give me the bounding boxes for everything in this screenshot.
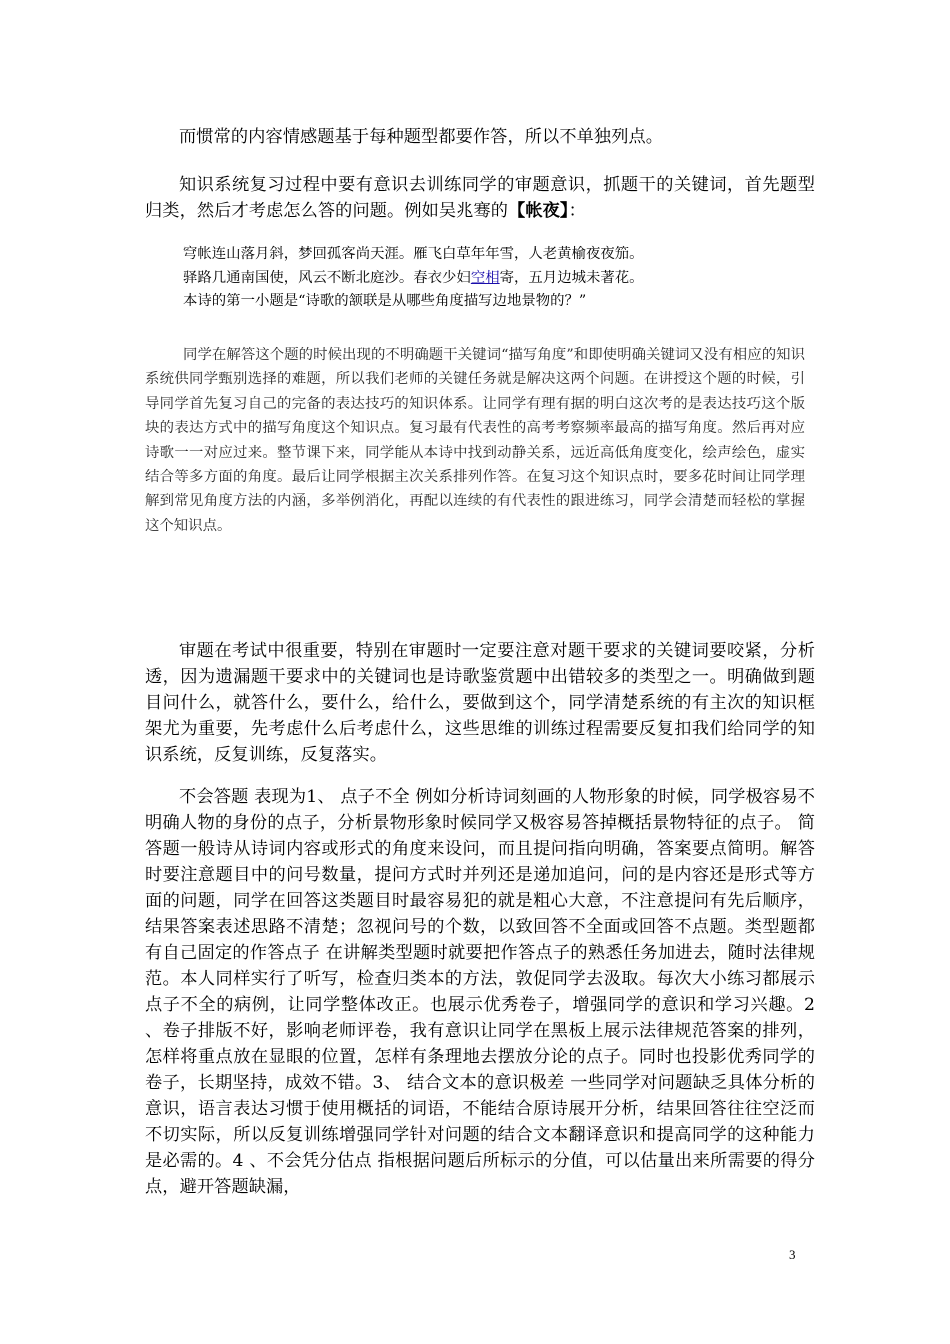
paragraph-intro: 而惯常的内容情感题基于每种题型都要作答，所以不单独列点。 <box>179 127 664 147</box>
poem-block <box>183 243 803 314</box>
paragraph-review-method <box>145 172 815 224</box>
poem-line-2-text: 驿路几通南国使，风云不断北庭沙。春衣少妇 <box>183 269 471 286</box>
poem-link[interactable]: 空相 <box>470 269 500 286</box>
poem-line-2 <box>183 267 803 291</box>
question-line: 本诗的第一小题是“诗歌的颔联是从哪些角度描写边地景物的？” <box>183 293 587 309</box>
paragraph-analysis: 同学在解答这个题的时候出现的不明确题干关键词“描写角度”和即使明确关键词又没有相应的知识系统供同学甄别选择的难题，所以我们老师的关键任务就是解决这两个问题。在讲授这个题的时候，引导同学首先复习自己的完备的表达技巧的知识体系。让同学有理有据的明白这次考的是表达技巧这个版块的表达方式中的描写角度这个知识点。复习最有代表性的高考考察频率最高的描写角度。然后再对应诗歌一一对应过来。整节课下来，同学能从本诗中找到动静关系，远近高低角度变化，绘声绘色，虚实结合等多方面的角度。最后让同学根据主次关系排列作答。在复习这个知识点时，要多花时间让同学理解到常见角度方法的内涵，多举例消化，再配以连续的有代表性的跟进练习，同学会清楚而轻松的掌握这个知识点。 <box>145 347 805 534</box>
poem-line-2-tail: 寄，五月边城未著花。 <box>499 269 644 286</box>
poem-line-1: 穹帐连山落月斜，梦回孤客尚天涯。雁飞白草年年雪，人老黄榆夜夜笳。 <box>183 246 644 262</box>
colon-text: ： <box>568 201 586 221</box>
page-number: 3 <box>789 1247 796 1262</box>
paragraph-text: 知识系统复习过程中要有意识去训练同学的审题意识，抓题干的关键词，首先题型归类，然后才考虑怎么答的问题。例如吴兆骞的 <box>145 175 815 221</box>
poem-title: 【帐夜】 <box>508 201 569 221</box>
paragraph-reading-question: 审题在考试中很重要，特别在审题时一定要注意对题干要求的关键词要咬紧，分析透，因为遗漏题干要求中的关键词也是诗歌鉴赏题中出错较多的类型之一。明确做到题目问什么，就答什么，要什么，给什么，要做到这个，同学清楚系统的有主次的知识框架尤为重要，先考虑什么后考虑什么，这些思维的训练过程需要反复扣我们给同学的知识系统，反复训练，反复落实。 <box>145 641 815 765</box>
paragraph-answering-problems: 不会答题 表现为1、 点子不全 例如分析诗词刻画的人物形象的时候，同学极容易不明确人物的身份的点子，分析景物形象时候同学又极容易答掉概括景物特征的点子。 简答题一般诗从诗词内容或形式的角度来设问，而且提问指向明确，答案要点简明。解答时要注意题目中的问号数量，提问方式时并列还是递加追问，问的是内容还是形式等方面的问题，同学在回答这类题目时最容易犯的就是粗心大意，不注意提问有先后顺序，结果答案表述思路不清楚；忽视问号的个数，以致回答不全面或回答不点题。类型题都有自己固定的作答点子 在讲解类型题时就要把作答点子的熟悉任务加进去，随时法律规范。本人同样实行了听写，检查归类本的方法，敦促同学去汲取。每次大小练习都展示点子不全的病例，让同学整体改正。也展示优秀卷子，增强同学的意识和学习兴趣。2 、卷子排版不好，影响老师评卷，我有意识让同学在黑板上展示法律规范答案的排列，怎样将重点放在显眼的位置，怎样有条理地去摆放分论的点子。同时也投影优秀同学的卷子，长期坚持，成效不错。3、 结合文本的意识极差 一些同学对问题缺乏具体分析的意识，语言表达习惯于使用概括的词语，不能结合原诗展开分析，结果回答往往空泛而不切实际，所以反复训练增强同学针对问题的结合文本翻译意识和提高同学的这种能力是必需的。4 、不会凭分估点 指根据问题后所标示的分值，可以估量出来所需要的得分点，避开答题缺漏， <box>145 787 815 1197</box>
